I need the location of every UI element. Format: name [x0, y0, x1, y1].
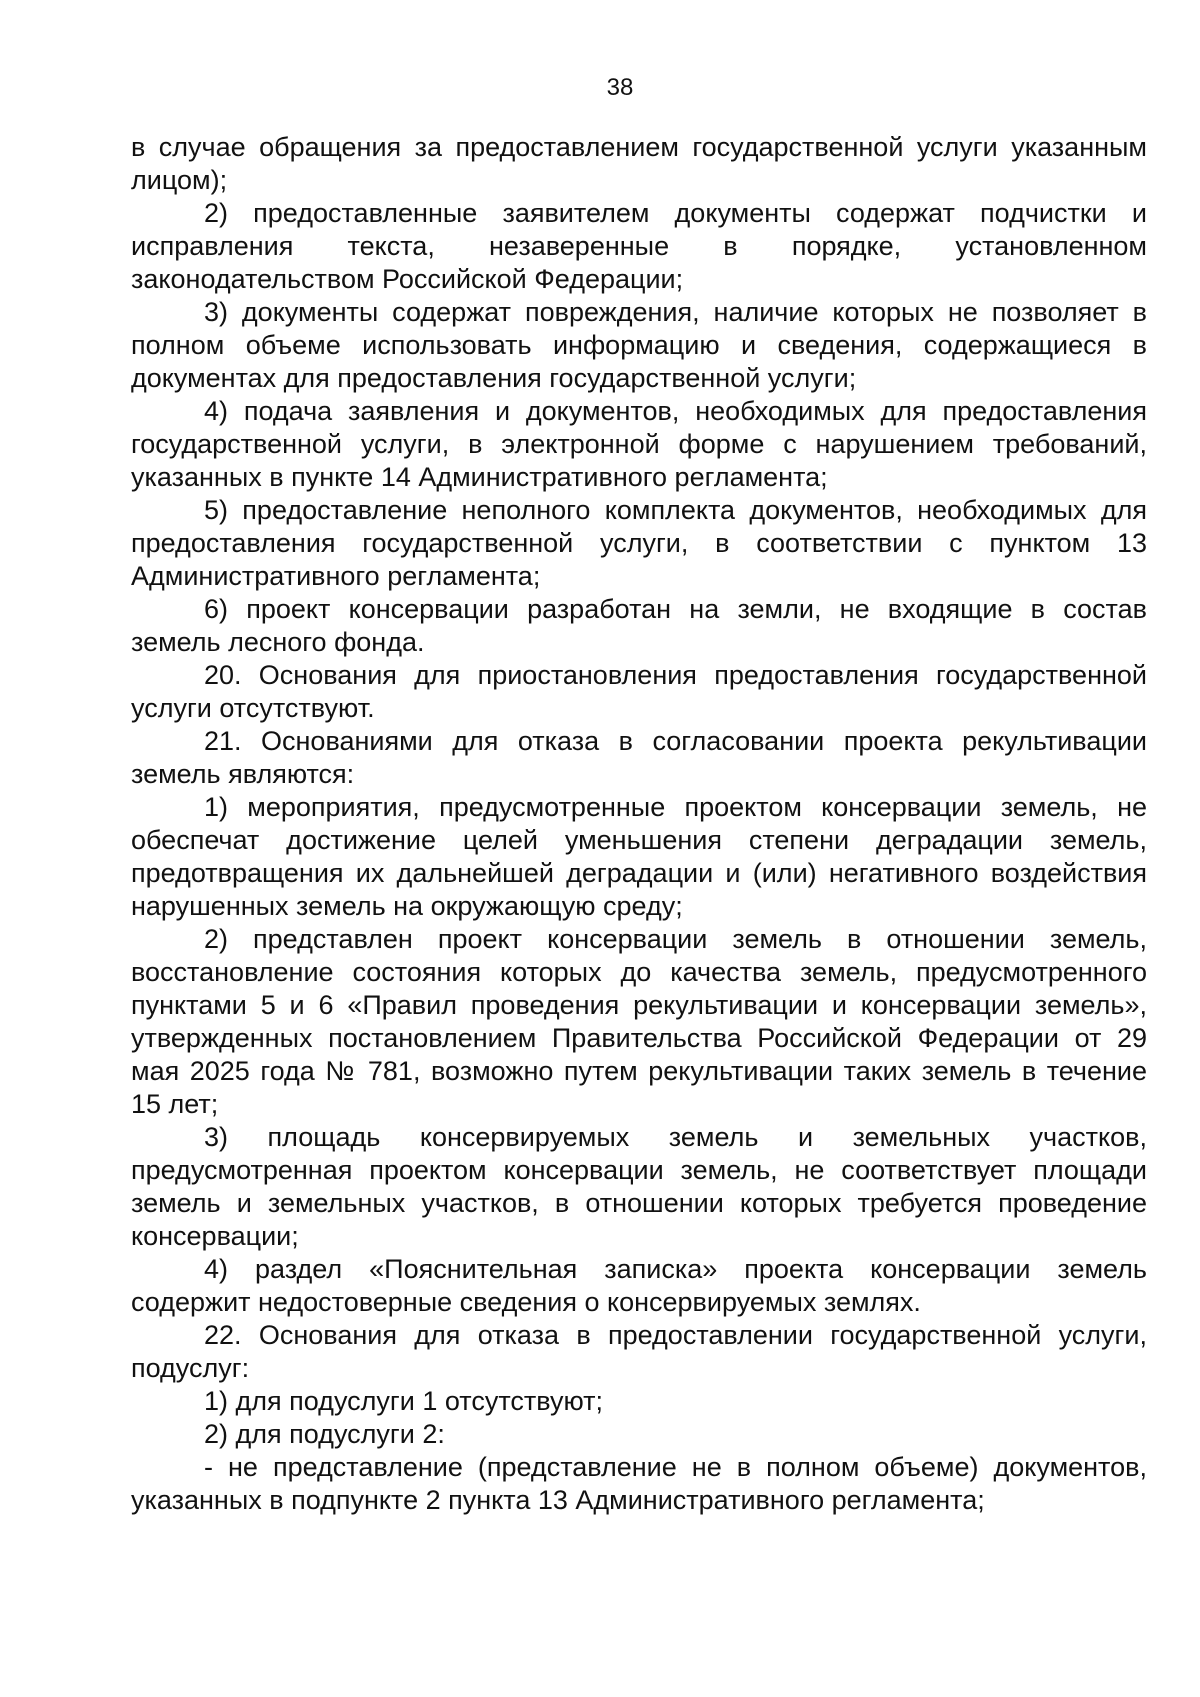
paragraph-clause-22-item-1: 1) для подуслуги 1 отсутствуют;	[204, 1386, 604, 1416]
paragraph-item-4: 4) подача заявления и документов, необходимых для предоставления государственной услуги, в электронной форме с нарушением требований, указанных в пункте 14 Административного регламента;	[131, 396, 1147, 492]
paragraph-clause-22-dash-item: - не представление (представление не в полном объеме) документов, указанных в подпункте 2 пункта 13 Административного регламента;	[131, 1452, 1147, 1515]
document-body	[131, 131, 1147, 1517]
page-number: 38	[606, 74, 634, 101]
paragraph-clause-21-item-2: 2) представлен проект консервации земель в отношении земель, восстановление состояния которых до качества земель, предусмотренного пунктами 5 и 6 «Правил проведения рекультивации и консервации земель», утвержденных постановлением Правительства Российской Федерации от 29 мая 2025 года № 781, возможно путем рекультивации таких земель в течение 15 лет;	[131, 924, 1147, 1119]
paragraph-clause-21-item-3: 3) площадь консервируемых земель и земельных участков, предусмотренная проектом консервации земель, не соответствует площади земель и земельных участков, в отношении которых требуется проведение консервации;	[131, 1122, 1147, 1251]
paragraph-item-6: 6) проект консервации разработан на земли, не входящие в состав земель лесного фонда.	[131, 594, 1147, 657]
paragraph-item-5: 5) предоставление неполного комплекта документов, необходимых для предоставления государственной услуги, в соответствии с пунктом 13 Административного регламента;	[131, 495, 1147, 591]
paragraph-item-3: 3) документы содержат повреждения, наличие которых не позволяет в полном объеме использовать информацию и сведения, содержащиеся в документах для предоставления государственной услуги;	[131, 297, 1147, 393]
paragraph-clause-22: 22. Основания для отказа в предоставлении государственной услуги, подуслуг:	[131, 1320, 1147, 1383]
paragraph-clause-22-item-2: 2) для подуслуги 2:	[204, 1419, 445, 1449]
paragraph-clause-21-item-4: 4) раздел «Пояснительная записка» проекта консервации земель содержит недостоверные сведения о консервируемых землях.	[131, 1254, 1147, 1317]
paragraph-clause-20: 20. Основания для приостановления предоставления государственной услуги отсутствуют.	[131, 660, 1147, 723]
paragraph-continuation: в случае обращения за предоставлением государственной услуги указанным лицом);	[131, 132, 1147, 195]
paragraph-clause-21-item-1: 1) мероприятия, предусмотренные проектом консервации земель, не обеспечат достижение целей уменьшения степени деградации земель, предотвращения их дальнейшей деградации и (или) негативного воздействия нарушенных земель на окружающую среду;	[131, 792, 1147, 921]
paragraph-clause-21: 21. Основаниями для отказа в согласовании проекта рекультивации земель являются:	[131, 726, 1147, 789]
paragraph-item-2: 2) предоставленные заявителем документы содержат подчистки и исправления текста, незаверенные в порядке, установленном законодательством Российской Федерации;	[131, 198, 1147, 294]
